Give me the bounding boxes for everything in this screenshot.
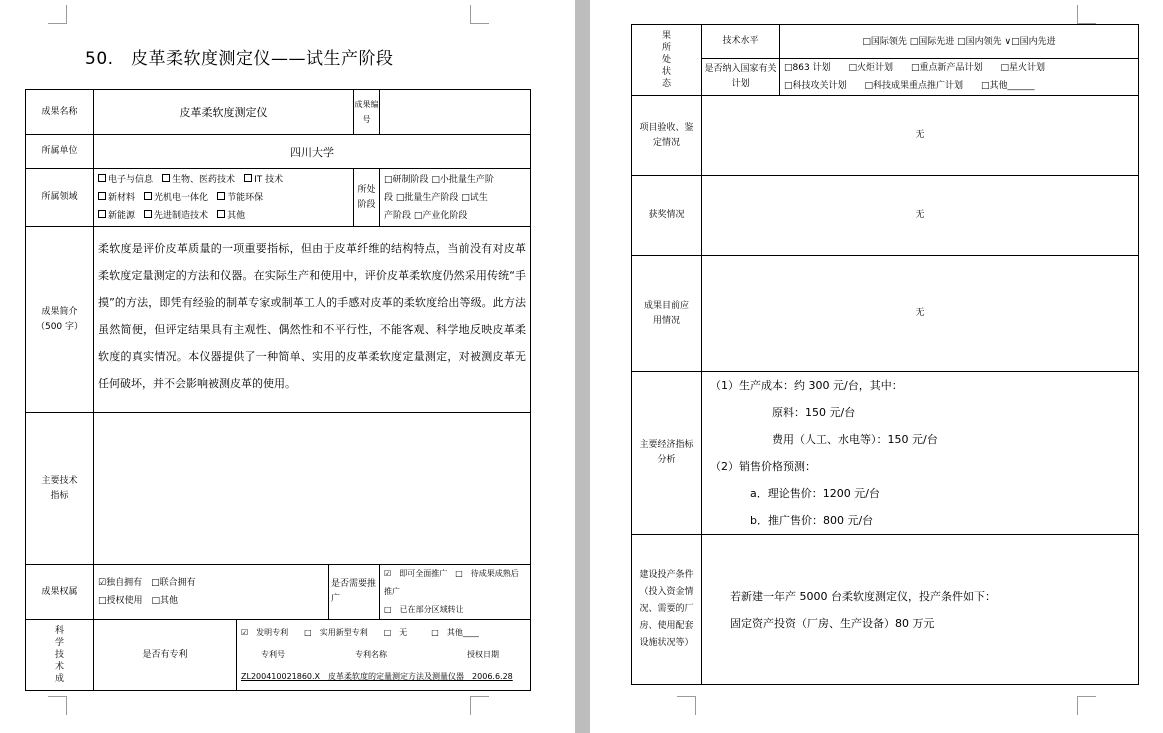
achievement-table: [25, 89, 531, 691]
table-row: [632, 176, 1139, 256]
table-row: [26, 90, 531, 135]
crop-mark: [470, 696, 489, 715]
unit-label: 所属单位: [26, 135, 94, 169]
table-row: [26, 620, 531, 691]
field-option-row: 新能源 先进制造技术 其他: [98, 207, 349, 225]
table-row: [632, 25, 1139, 59]
crop-mark: [48, 5, 67, 24]
field-label: 所属领域: [26, 169, 94, 227]
unit-value: 四川大学: [94, 135, 531, 169]
name-value: 皮革柔软度测定仪: [94, 90, 354, 135]
table-row: [26, 413, 531, 565]
field-option-row: 新材料 光机电一体化 节能环保: [98, 189, 349, 207]
page-gutter: [575, 0, 590, 733]
crop-mark: [1077, 5, 1096, 24]
page-title: 50. 皮革柔软度测定仪——试生产阶段: [85, 49, 394, 69]
plan-options: □863 计划 □火炬计划 □重点新产品计划 □星火计划 □科技攻关计划 □科技成果重点推广计划 □其他______: [780, 59, 1139, 96]
patent-row: ZL200410021860.X 皮革柔软度的定量测定方法及测量仪器 2006.6.28: [241, 672, 513, 681]
econ-label: 主要经济指标分析: [632, 372, 702, 535]
tech-level-label: 技术水平: [702, 25, 780, 59]
stage-options: □研制阶段 □小批量生产阶 段 □批量生产阶段 □试生 产阶段 □产业化阶段: [380, 169, 531, 227]
apply-value: 无: [702, 256, 1139, 372]
tech-label: 主要技术指标: [26, 413, 94, 565]
award-value: 无: [702, 176, 1139, 256]
state-label: 科学技术成: [26, 620, 94, 691]
right-page: [590, 0, 1163, 733]
promote-options: ☑ 即可全面推广 □ 待成果成熟后推广 □ 已在部分区域转让: [380, 565, 531, 620]
accept-value: 无: [702, 96, 1139, 176]
tech-value: [94, 413, 531, 565]
invest-label: 建设投产条件（投入资金情况、需要的厂房、使用配套设施状况等）: [632, 535, 702, 685]
patent-info: [237, 620, 531, 691]
stage-label: 所处阶段: [354, 169, 380, 227]
invest-content: 若新建一年产 5000 台柔软度测定仪，投产条件如下： 固定资产投资（厂房、生产设备）80 万元: [702, 535, 1139, 685]
table-row: [632, 372, 1139, 535]
tech-level-options: □国际领先 □国际先进 □国内领先 ∨□国内先进: [780, 25, 1139, 59]
intro-text: 柔软度是评价皮革质量的一项重要指标，但由于皮革纤维的结构特点，当前没有对皮革柔软度定量测定的方法和仪器。在实际生产和使用中，评价皮革柔软度仍然采用传统“手摸”的方法，即凭有经验的制革专家或制革工人的手感对皮革的柔软度给出等级。此方法虽然简便，但评定结果具有主观性、偶然性和不平行性，不能客观、科学地反映皮革柔软度的真实情况。本仪器提供了一种简单、实用的皮革柔软度定量测定，对被测皮革无任何破坏，并不会影响被测皮革的使用。: [94, 227, 531, 413]
field-option-row: 电子与信息 生物、医药技术 IT 技术: [98, 171, 349, 189]
rights-label: 成果权属: [26, 565, 94, 620]
plan-label: 是否纳入国家有关计划: [702, 59, 780, 96]
patent-headers: 专利号 专利名称 授权日期: [261, 650, 499, 659]
award-label: 获奖情况: [632, 176, 702, 256]
crop-mark: [1077, 696, 1096, 715]
apply-label: 成果目前应用情况: [632, 256, 702, 372]
table-row: [26, 565, 531, 620]
crop-mark: [677, 696, 696, 715]
code-value: [380, 90, 531, 135]
name-label: 成果名称: [26, 90, 94, 135]
econ-content: （1）生产成本：约 300 元/台，其中： 原料：150 元/台 费用（人工、水电等）：150 元/台 （2）销售价格预测： a．理论售价：1200 元/台 b．推广售价：800 元/台: [702, 372, 1139, 535]
table-row: [26, 227, 531, 413]
accept-label: 项目验收、鉴定情况: [632, 96, 702, 176]
code-label: 成果编号: [354, 90, 380, 135]
rights-options: ☑独自拥有 □联合拥有 □授权使用 □其他: [94, 565, 329, 620]
promote-label: 是否需要推广: [329, 565, 380, 620]
state-label-cont: 果所处状态: [632, 25, 702, 96]
patent-options: ☑ 发明专利 □ 实用新型专利 □ 无 □ 其他____: [241, 628, 479, 637]
table-row: [26, 169, 531, 227]
table-row: [26, 135, 531, 169]
table-row: [632, 59, 1139, 96]
table-row: [632, 96, 1139, 176]
crop-mark: [470, 5, 489, 24]
table-row: [632, 535, 1139, 685]
intro-label: 成果简介 （500 字）: [26, 227, 94, 413]
field-options: [94, 169, 354, 227]
crop-mark: [48, 696, 67, 715]
achievement-table-continued: [631, 24, 1139, 685]
left-page: [0, 0, 575, 733]
table-row: [632, 256, 1139, 372]
patent-label: 是否有专利: [94, 620, 237, 691]
